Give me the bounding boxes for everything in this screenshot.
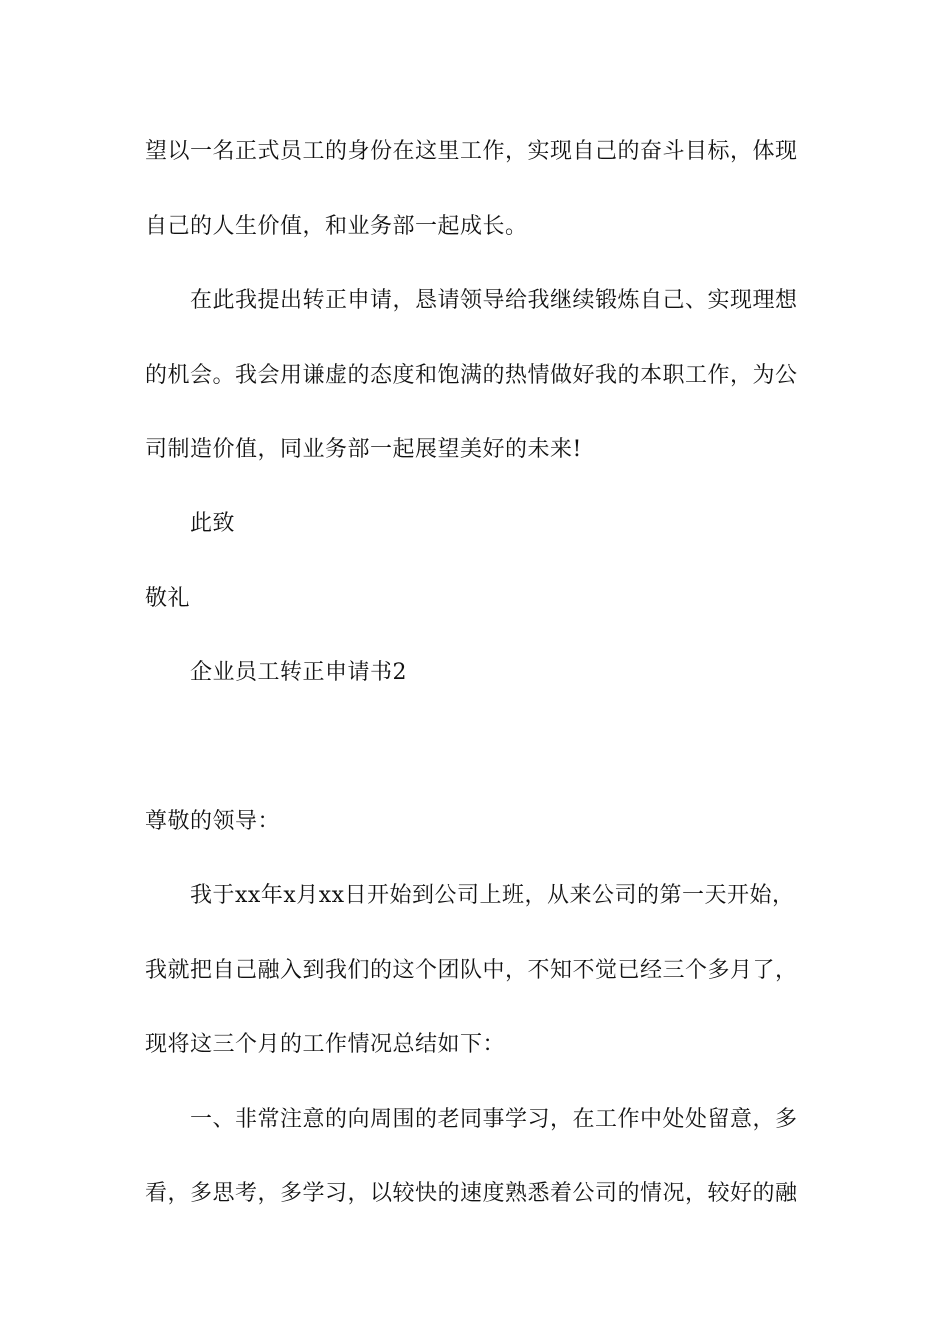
paragraph-line: 在此我提出转正申请，恳请领导给我继续锻炼自己、实现理想 [190, 288, 798, 313]
paragraph-line: 一、非常注意的向周围的老同事学习，在工作中处处留意，多 [190, 1107, 798, 1132]
paragraph-line: 的机会。我会用谦虚的态度和饱满的热情做好我的本职工作，为公 [145, 363, 798, 388]
paragraph-line: 司制造价值，同业务部一起展望美好的未来! [145, 437, 582, 462]
section-title: 企业员工转正申请书2 [190, 660, 407, 685]
paragraph-line: 现将这三个月的工作情况总结如下： [145, 1032, 506, 1057]
paragraph-line: 看，多思考，多学习，以较快的速度熟悉着公司的情况，较好的融 [145, 1181, 798, 1206]
salutation: 尊敬的领导： [145, 809, 281, 834]
closing-line: 此致 [190, 511, 236, 536]
paragraph-line: 望以一名正式员工的身份在这里工作，实现自己的奋斗目标，体现 [145, 139, 798, 164]
closing-salute: 敬礼 [145, 586, 191, 611]
paragraph-line: 自己的人生价值，和业务部一起成长。 [145, 214, 528, 239]
paragraph-line: 我就把自己融入到我们的这个团队中，不知不觉已经三个多月了， [145, 958, 798, 983]
paragraph-line: 我于xx年x月xx日开始到公司上班，从来公司的第一天开始， [190, 883, 795, 908]
